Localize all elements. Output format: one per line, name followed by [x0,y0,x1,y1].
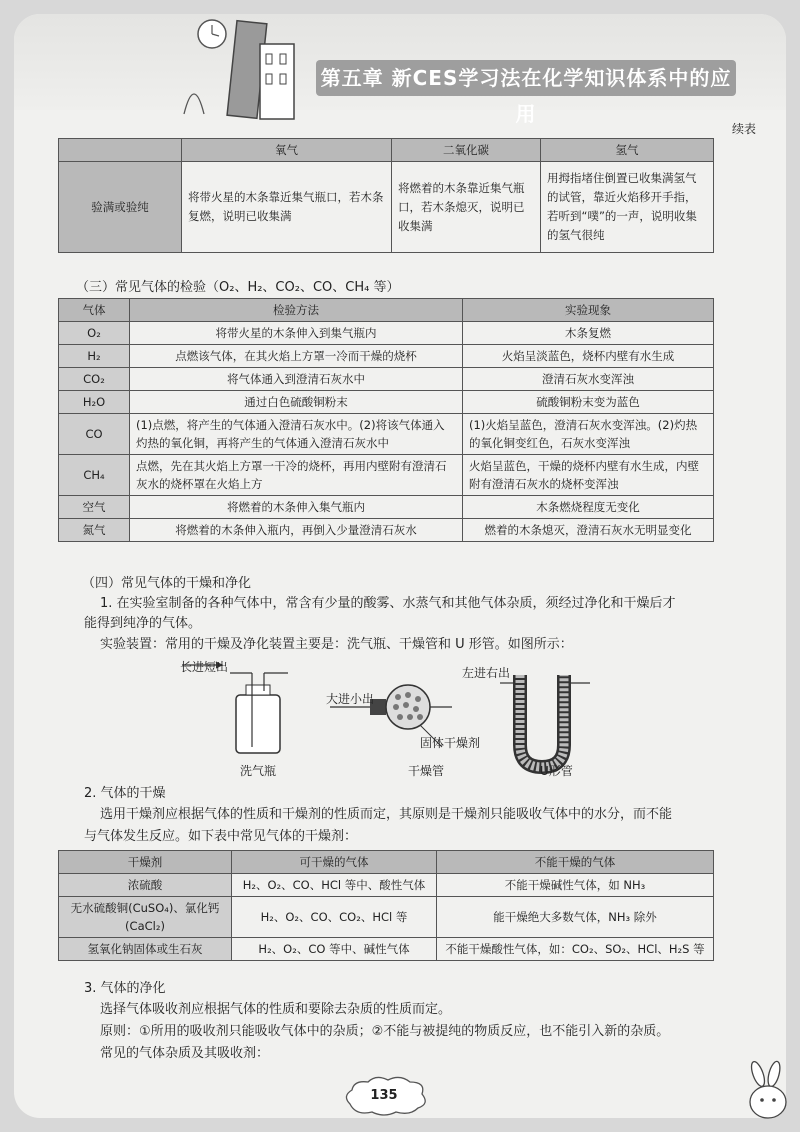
building-illustration [174,14,304,124]
table-header-cell: 二氧化碳 [392,139,541,162]
section3-title: （三）常见气体的检验（O₂、H₂、CO₂、CO、CH₄ 等） [76,280,400,295]
agent-cell: 浓硫酸 [59,874,232,897]
figure-label: 固体干燥剂 [420,736,481,750]
table-header-cell: 检验方法 [130,299,463,322]
table-row [59,368,714,391]
gas-washing-bottle-drawing [182,665,288,753]
table-header-cell: 可干燥的气体 [232,851,437,874]
table-header-row [59,139,714,162]
dry-not-cell: 能干燥绝大多数气体，NH₃ 除外 [437,897,714,938]
table-row [59,345,714,368]
method-cell: 将气体通入到澄清石灰水中 [130,368,463,391]
table-row [59,414,714,455]
table-row [59,897,714,938]
figure-label: 左进右出 [462,666,511,680]
table-header-cell: 干燥剂 [59,851,232,874]
paragraph: 选择气体吸收剂应根据气体的性质和要除去杂质的性质而定。 [100,1002,452,1017]
agent-cell: 氢氧化钠固体或生石灰 [59,938,232,961]
result-cell: (1)火焰呈蓝色，澄清石灰水变浑浊。(2)灼热的氧化铜变红色，石灰水变浑浊 [463,414,714,455]
method-cell: 将燃着的木条伸入集气瓶内 [130,496,463,519]
row-label: 验满或验纯 [59,162,182,253]
table-row [59,162,714,253]
method-cell: 将燃着的木条伸入瓶内，再倒入少量澄清石灰水 [130,519,463,542]
figure-label: 干燥管 [408,764,445,778]
method-cell: 点燃，先在其火焰上方罩一干冷的烧杯，再用内壁附有澄清石灰水的烧杯罩在火焰上方 [130,455,463,496]
dry-ok-cell: H₂、O₂、CO、CO₂、HCl 等 [232,897,437,938]
sub2-title: 2. 气体的干燥 [84,786,166,801]
gas-cell: 氮气 [59,519,130,542]
table-row [59,938,714,961]
result-cell: 火焰呈淡蓝色，烧杯内壁有水生成 [463,345,714,368]
table-row [59,874,714,897]
table-cell: 用拇指堵住倒置已收集满氢气的试管，靠近火焰移开手指，若听到“噗”的一声，说明收集的氢气很纯 [541,162,714,253]
paragraph: 能得到纯净的气体。 [84,616,202,631]
table-cell: 将燃着的木条靠近集气瓶口，若木条熄灭，说明已收集满 [392,162,541,253]
method-cell: 将带火星的木条伸入到集气瓶内 [130,322,463,345]
continued-label: 续表 [731,122,756,136]
result-cell: 木条复燃 [463,322,714,345]
result-cell: 火焰呈蓝色，干燥的烧杯内壁有水生成，内壁附有澄清石灰水的烧杯变浑浊 [463,455,714,496]
gas-cell: CH₄ [59,455,130,496]
table-row [59,455,714,496]
table-row [59,391,714,414]
dry-ok-cell: H₂、O₂、CO、HCl 等中、酸性气体 [232,874,437,897]
paragraph: 与气体发生反应。如下表中常见气体的干燥剂： [84,829,358,844]
gas-test-table [58,298,714,542]
figure-label: U形管 [540,764,573,778]
table-header-cell: 不能干燥的气体 [437,851,714,874]
gas-full-check-table [58,138,714,253]
paragraph: 实验装置：常用的干燥及净化装置主要是：洗气瓶、干燥管和 U 形管。如图所示： [100,637,573,652]
table-header-row [59,851,714,874]
table-row [59,496,714,519]
agent-cell: 无水硫酸铜(CuSO₄)、氯化钙(CaCl₂) [59,897,232,938]
gas-cell: CO [59,414,130,455]
section4-title: （四）常见气体的干燥和净化 [82,576,252,591]
table-row [59,519,714,542]
method-cell: 通过白色硫酸铜粉末 [130,391,463,414]
table-header-cell: 氧气 [182,139,392,162]
table-header-row [59,299,714,322]
method-cell: 点燃该气体，在其火焰上方罩一冷而干燥的烧杯 [130,345,463,368]
paragraph: 选用干燥剂应根据气体的性质和干燥剂的性质而定，其原则是干燥剂只能吸收气体中的水分，而不能 [100,807,673,822]
figure-label: 长进短出 [180,660,229,674]
gas-cell: 空气 [59,496,130,519]
rabbit-illustration [744,1060,790,1120]
drying-agent-table [58,850,714,961]
table-header-cell [59,139,182,162]
gas-cell: H₂O [59,391,130,414]
gas-cell: H₂ [59,345,130,368]
paragraph: 常见的气体杂质及其吸收剂： [100,1046,270,1061]
paragraph: 原则：①所用的吸收剂只能吸收气体中的杂质；②不能与被提纯的物质反应，也不能引入新的杂质。 [100,1024,670,1039]
dry-not-cell: 不能干燥碱性气体，如 NH₃ [437,874,714,897]
method-cell: (1)点燃，将产生的气体通入澄清石灰水中。(2)将该气体通入灼热的氧化铜，再将产生的气体通入澄清石灰水中 [130,414,463,455]
table-header-cell: 实验现象 [463,299,714,322]
u-tube-drawing [500,675,590,767]
figure-label: 大进小出 [326,692,375,706]
sub3-title: 3. 气体的净化 [84,981,166,996]
dry-not-cell: 不能干燥酸性气体，如：CO₂、SO₂、HCl、H₂S 等 [437,938,714,961]
gas-cell: O₂ [59,322,130,345]
dry-ok-cell: H₂、O₂、CO 等中、碱性气体 [232,938,437,961]
result-cell: 燃着的木条熄灭，澄清石灰水无明显变化 [463,519,714,542]
table-header-cell: 氢气 [541,139,714,162]
result-cell: 硫酸铜粉末变为蓝色 [463,391,714,414]
figure-label: 洗气瓶 [240,764,277,778]
page-number: 135 [370,1088,398,1103]
result-cell: 木条燃烧程度无变化 [463,496,714,519]
table-cell: 将带火星的木条靠近集气瓶口，若木条复燃，说明已收集满 [182,162,392,253]
table-row [59,322,714,345]
gas-cell: CO₂ [59,368,130,391]
chapter-title: 第五章 新CES学习法在化学知识体系中的应用 [316,60,736,96]
apparatus-figure [170,655,610,775]
table-header-cell: 气体 [59,299,130,322]
result-cell: 澄清石灰水变浑浊 [463,368,714,391]
paragraph: 1. 在实验室制备的各种气体中，常含有少量的酸雾、水蒸气和其他气体杂质，须经过净化和干燥后才 [100,596,676,611]
